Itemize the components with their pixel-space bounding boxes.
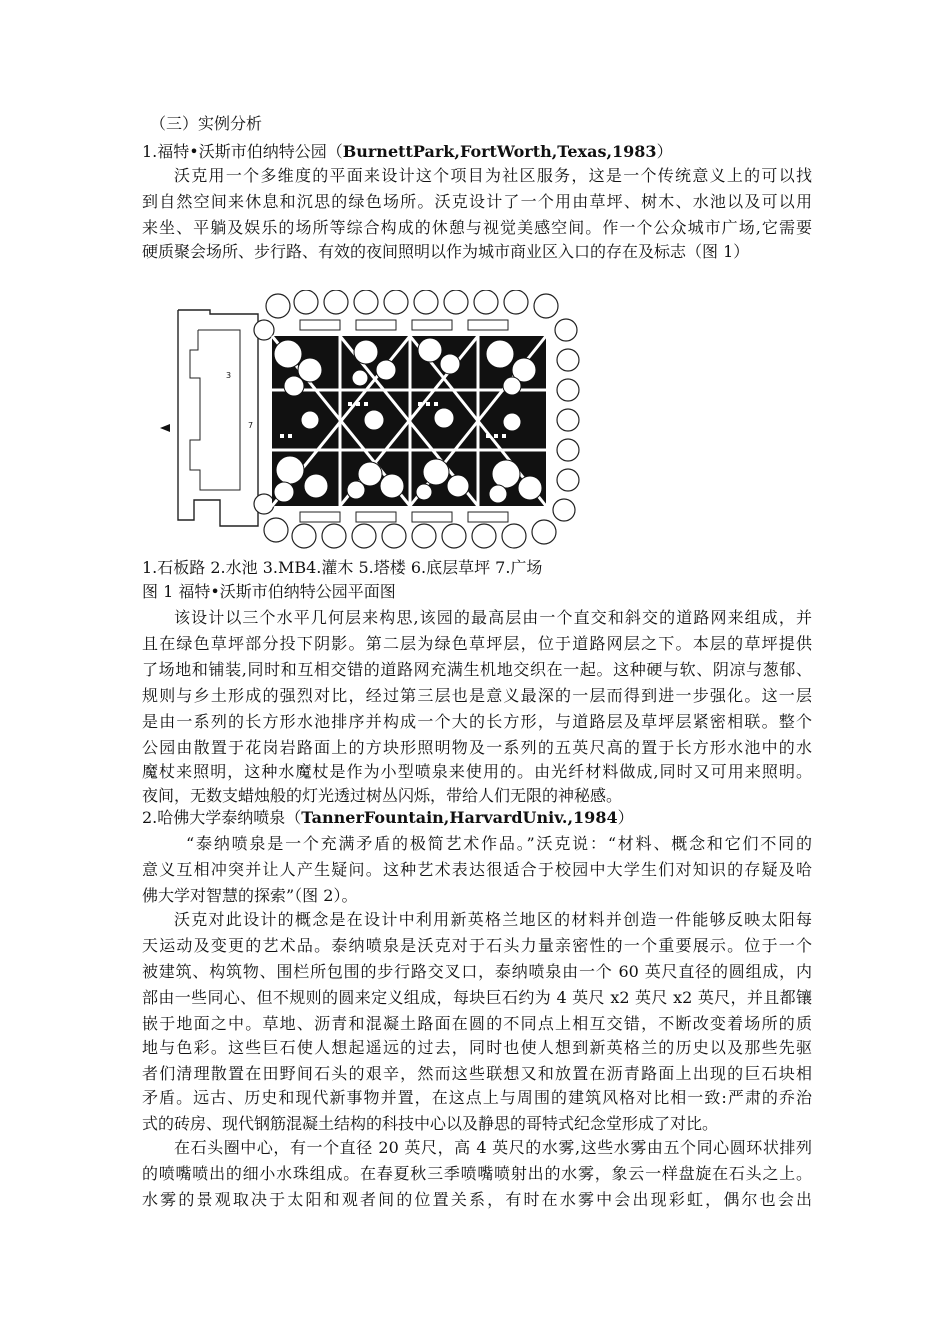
case1-para1-line: 硬质聚会场所、步行路、有效的夜间照明以作为城市商业区入口的存在及标志（图 1） [142,242,750,261]
case2-para2-line: 矛盾。远古、历史和现代新事物并置，在这点上与周围的建筑风格对比相一致:严肃的乔治 [142,1088,812,1107]
case1-para2-line: 该设计以三个水平几何层来构思,该园的最高层由一个直交和斜交的道路网来组成，并 [174,608,812,627]
case1-title-en: BurnettPark,FortWorth,Texas,1983 [342,142,657,161]
case2-title-suffix: ） [617,808,634,827]
case1-para1-line: 到自然空间来休息和沉思的绿色场所。沃克设计了一个用由草坪、树木、水池以及可以用 [142,192,812,211]
case2-para1-line: “泰纳喷泉是一个充满矛盾的极简艺术作品。”沃克说：“材料、概念和它们不同的 [186,834,812,853]
entry-arrow-icon [160,424,170,432]
case2-para2-line: 式的砖房、现代钢筋混凝土结构的科技中心以及静思的哥特式纪念堂形成了对比。 [142,1114,719,1133]
case1-para2-line: 是由一系列的长方形水池排序并构成一个大的长方形，与道路层及草坪层紧密相联。整个 [142,712,812,731]
plan-label-7: 7 [248,421,254,430]
case1-para2-line: 了场地和铺装,同时和互相交错的道路网充满生机地交织在一起。这种硬与软、阴凉与葱郁、 [142,660,812,679]
case1-title-suffix: ） [656,142,673,161]
section-heading: （三）实例分析 [150,114,263,133]
case2-title-en: TannerFountain,HarvardUniv.,1984 [301,808,618,827]
case1-title-prefix: 1. [142,142,158,161]
case2-para2-line: 部由一些同心、但不规则的圆来定义组成，每块巨石约为 4 英尺 x2 英尺 x2 英尺，并且都镶 [142,988,812,1007]
case2-para3-line: 水雾的景观取决于太阳和观者间的位置关系，有时在水雾中会出现彩虹，偶尔也会出 [142,1190,812,1209]
park-plan-drawing [160,290,580,550]
case2-title-prefix: 2. [142,808,158,827]
park-plan-figure [160,290,580,550]
case1-para1-line: 来坐、平躺及娱乐的场所等综合构成的休憩与视觉美感空间。作一个公众城市广场,它需要 [142,218,812,237]
case2-para2-line: 地与色彩。这些巨石使人想起遥远的过去，同时也使人想到新英格兰的历史以及那些先驱 [142,1038,812,1057]
case1-title [142,140,673,164]
case1-para2-line: 规则与乡土形成的强烈对比，经过第三层也是意义最深的一层而得到进一步强化。这一层 [142,686,812,705]
case1-para1-line: 沃克用一个多维度的平面来设计这个项目为社区服务，这是一个传统意义上的可以找 [174,166,812,185]
case2-para3-line: 在石头圈中心，有一个直径 20 英尺，高 4 英尺的水雾,这些水雾由五个同心圆环状排列 [174,1138,812,1157]
case1-title-cn: 福特•沃斯市伯纳特公园（ [157,142,343,161]
case2-title-cn: 哈佛大学泰纳喷泉（ [157,808,302,827]
case1-para2-line: 且在绿色草坪部分投下阴影。第二层为绿色草坪层，位于道路网层之下。本层的草坪提供 [142,634,812,653]
case2-para2-line: 者们清理散置在田野间石头的艰辛，然而这些联想又和放置在沥青路面上出现的巨石块相 [142,1064,812,1083]
case2-para1-line: 意义互相冲突并让人产生疑问。这种艺术表达很适合于校园中大学生们对知识的存疑及哈 [142,860,812,879]
case2-title [142,806,634,830]
case2-para2-line: 嵌于地面之中。草地、沥青和混凝土路面在圆的不同点上相互交错，不断改变着场所的质 [142,1014,812,1033]
case2-para2-line: 沃克对此设计的概念是在设计中利用新英格兰地区的材料并创造一件能够反映太阳每 [174,910,812,929]
figure-legend: 1.石板路 2.水池 3.MB4.灌木 5.塔楼 6.底层草坪 7.广场 [142,558,543,577]
case1-para2-line: 夜间，无数支蜡烛般的灯光透过树丛闪烁，带给人们无限的神秘感。 [142,786,623,805]
case2-para1-line: 佛大学对智慧的探索”（图 2）。 [142,886,358,905]
case1-para2-line: 魔杖来照明，这种水魔杖是作为小型喷泉来使用的。由光纤材料做成,同时又可用来照明。 [142,762,812,781]
case2-para3-line: 的喷嘴喷出的细小水珠组成。在春夏秋三季喷嘴喷射出的水雾，象云一样盘旋在石头之上。 [142,1164,812,1183]
figure-caption: 图 1 福特•沃斯市伯纳特公园平面图 [142,582,396,601]
plan-label-3: 3 [226,371,232,380]
case2-para2-line: 天运动及变更的艺术品。泰纳喷泉是沃克对于石头力量亲密性的一个重要展示。位于一个 [142,936,812,955]
case2-para2-line: 被建筑、构筑物、围栏所包围的步行路交叉口，泰纳喷泉由一个 60 英尺直径的圆组成，内 [142,962,812,981]
case1-para2-line: 公园由散置于花岗岩路面上的方块形照明物及一系列的五英尺高的置于长方形水池中的水 [142,738,812,757]
